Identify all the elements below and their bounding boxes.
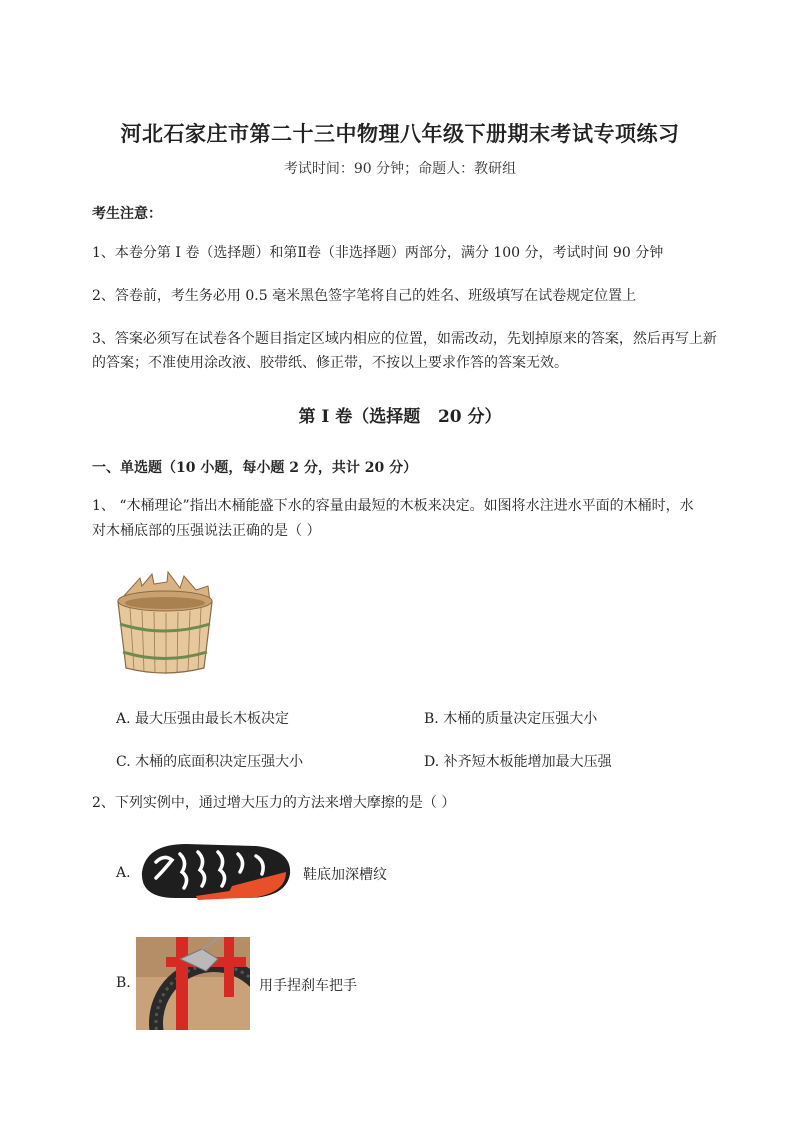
notice-item-1: 1、本卷分第 I 卷（选择题）和第Ⅱ卷（非选择题）两部分，满分 100 分，考试时间 90 分钟 [92, 245, 664, 261]
page-title: 河北石家庄市第二十三中物理八年级下册期末考试专项练习 [120, 121, 680, 146]
wooden-barrel-icon [112, 568, 217, 675]
shoe-sole-icon [136, 836, 296, 906]
notice-item-2: 2、答卷前，考生务必用 0.5 毫米黑色签字笔将自己的姓名、班级填写在试卷规定位置上 [92, 288, 637, 304]
notice-item-3-cont: 的答案；不准使用涂改液、胶带纸、修正带，不按以上要求作答的答案无效。 [92, 355, 568, 371]
part-heading: 一、单选题（10 小题，每小题 2 分，共计 20 分） [92, 460, 418, 476]
q2-option-b-text[interactable]: 用手捏刹车把手 [259, 978, 357, 994]
wooden-barrel-image [112, 568, 217, 675]
q1-stem-line1: 1、 “木桶理论”指出木桶能盛下水的容量由最短的木板来决定。如图将水注进水平面的木桶时，水 [92, 498, 694, 514]
q1-stem-line2: 对木桶底部的压强说法正确的是（ ） [92, 523, 321, 539]
q1-option-a[interactable]: A. 最大压强由最长木板决定 [116, 711, 290, 727]
bike-brake-image [136, 937, 250, 1030]
q2-option-a-letter[interactable]: A. [116, 865, 131, 881]
section-heading: 第 I 卷（选择题 20 分） [298, 407, 502, 427]
shoe-sole-image [136, 836, 296, 906]
q2-stem: 2、下列实例中，通过增大压力的方法来增大摩擦的是（ ） [92, 795, 456, 811]
q1-option-c[interactable]: C. 木桶的底面积决定压强大小 [116, 754, 304, 770]
page-subtitle: 考试时间：90 分钟；命题人：教研组 [283, 161, 517, 177]
q2-option-b-letter[interactable]: B. [116, 975, 131, 991]
q1-option-d[interactable]: D. 补齐短木板能增加最大压强 [424, 754, 612, 770]
q1-option-b[interactable]: B. 木桶的质量决定压强大小 [424, 711, 598, 727]
notice-item-3: 3、答案必须写在试卷各个题目指定区域内相应的位置，如需改动，先划掉原来的答案，然后再写上新 [92, 331, 717, 347]
bike-brake-icon [136, 937, 250, 1030]
q2-option-a-text[interactable]: 鞋底加深槽纹 [303, 867, 387, 883]
notice-heading: 考生注意： [92, 206, 162, 222]
